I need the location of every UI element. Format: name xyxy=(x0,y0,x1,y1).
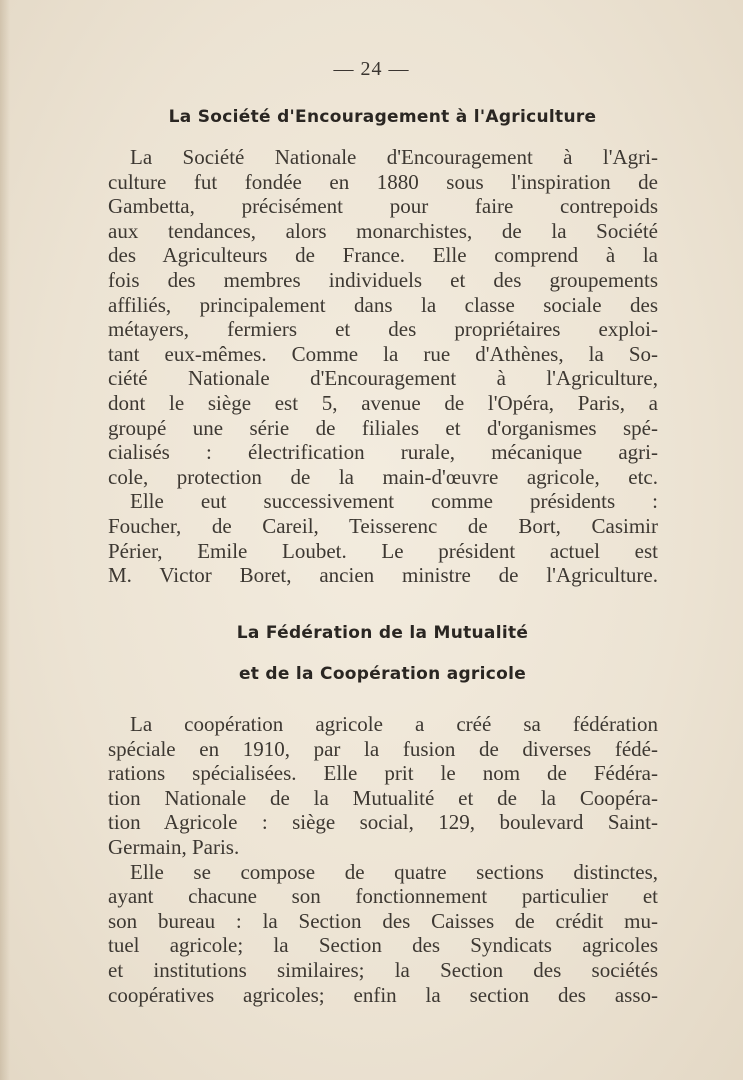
text-line: son bureau : la Section des Caisses de crédit mu- xyxy=(108,908,658,933)
text-line: affiliés, principalement dans la classe sociale des xyxy=(108,292,658,317)
text-line: et institutions similaires; la Section des sociétés xyxy=(108,957,658,982)
text-line: dont le siège est 5, avenue de l'Opéra, Paris, a xyxy=(108,390,658,415)
text-line: tant eux-mêmes. Comme la rue d'Athènes, la So- xyxy=(108,341,658,366)
text-line: cole, protection de la main-d'œuvre agricole, etc. xyxy=(108,464,658,489)
text-line: des Agriculteurs de France. Elle comprend à la xyxy=(108,243,658,268)
text-line: tion Nationale de la Mutualité et de la Coopéra- xyxy=(108,785,658,810)
text-line: ciété Nationale d'Encouragement à l'Agriculture, xyxy=(108,366,658,391)
text-line: rations spécialisées. Elle prit le nom de Fédéra- xyxy=(108,761,658,786)
text-line: tuel agricole; la Section des Syndicats agricoles xyxy=(108,933,658,958)
section-body-societe xyxy=(108,145,658,588)
text-line: aux tendances, alors monarchistes, de la Société xyxy=(108,218,658,243)
text-line: Germain, Paris. xyxy=(108,834,240,859)
text-line: La Société Nationale d'Encouragement à l'Agri- xyxy=(130,145,658,169)
text-line: Foucher, de Careil, Teisserenc de Bort, Casimir xyxy=(108,513,658,538)
text-line: Périer, Emile Loubet. Le président actuel est xyxy=(108,538,658,563)
text-line: coopératives agricoles; enfin la section des asso- xyxy=(108,982,658,1007)
text-line: cialisés : électrification rurale, mécanique agri- xyxy=(108,440,658,465)
text-line: M. Victor Boret, ancien ministre de l'Agriculture. xyxy=(108,563,658,588)
section-heading-federation-line2: et de la Coopération agricole xyxy=(238,664,527,684)
text-line: culture fut fondée en 1880 sous l'inspiration de xyxy=(108,169,658,194)
text-line: Elle eut successivement comme présidents : xyxy=(130,489,658,514)
text-line: Gambetta, précisément pour faire contrepoids xyxy=(108,194,658,219)
section-heading-federation-line1: La Fédération de la Mutualité xyxy=(236,623,529,643)
text-line: Elle se compose de quatre sections distinctes, xyxy=(130,859,658,884)
section-heading-societe: La Société d'Encouragement à l'Agriculture xyxy=(168,107,597,127)
text-line: spéciale en 1910, par la fusion de diverses fédé- xyxy=(108,736,658,761)
text-line: métayers, fermiers et des propriétaires exploi- xyxy=(108,317,658,342)
text-line: tion Agricole : siège social, 129, boulevard Saint- xyxy=(108,810,658,835)
page-number: — 24 — xyxy=(333,58,410,80)
text-line: groupé une série de filiales et d'organismes spé- xyxy=(108,415,658,440)
section-body-federation xyxy=(108,712,658,1007)
text-line: La coopération agricole a créé sa fédération xyxy=(130,712,658,736)
text-line: fois des membres individuels et des groupements xyxy=(108,267,658,292)
text-line: ayant chacune son fonctionnement particulier et xyxy=(108,884,658,909)
page-edge-shadow xyxy=(0,0,10,1080)
